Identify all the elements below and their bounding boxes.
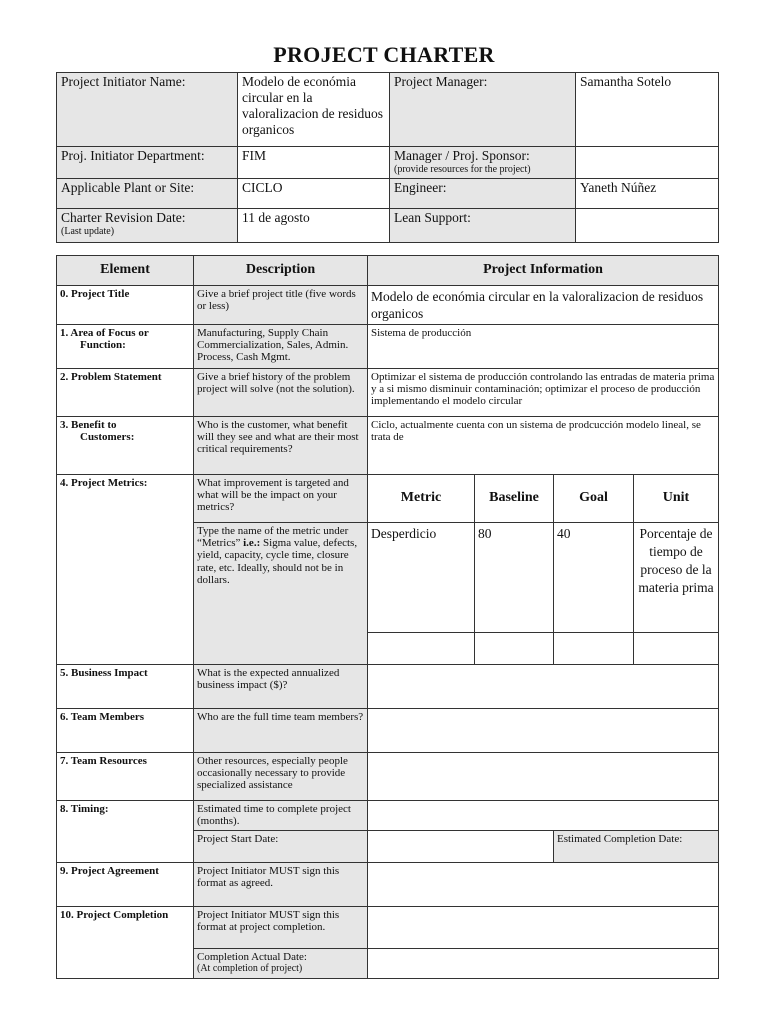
sponsor-label-cell bbox=[390, 147, 576, 179]
element-timing: 8. Timing: bbox=[57, 801, 194, 863]
element-team-resources: 7. Team Resources bbox=[57, 753, 194, 801]
unit-empty[interactable] bbox=[634, 633, 719, 665]
description-metrics-1: What improvement is targeted and what will be the impact on your metrics? bbox=[194, 475, 368, 523]
charter-header-table bbox=[56, 72, 719, 243]
sponsor-label: Manager / Proj. Sponsor: bbox=[394, 148, 530, 163]
department-label: Proj. Initiator Department: bbox=[57, 147, 238, 179]
info-business-impact[interactable] bbox=[368, 665, 719, 709]
baseline-header: Baseline bbox=[475, 475, 554, 523]
description-team-resources: Other resources, especially people occasionally necessary to provide specialized assistance bbox=[194, 753, 368, 801]
element-benefit-rest: Customers: bbox=[80, 431, 135, 444]
description-completion-date bbox=[194, 949, 368, 979]
element-project-completion: 10. Project Completion bbox=[57, 907, 194, 979]
element-benefit bbox=[57, 417, 194, 475]
column-header-element: Element bbox=[57, 256, 194, 286]
unit-value[interactable]: Porcentaje de tiempo de proceso de la materia prima bbox=[634, 523, 719, 633]
completion-actual-label: Completion Actual Date: bbox=[197, 951, 307, 963]
goal-value[interactable]: 40 bbox=[554, 523, 634, 633]
info-completion-actual-date[interactable] bbox=[368, 949, 719, 979]
info-project-title[interactable]: Modelo de económia circular en la valoralizacion de residuos organicos bbox=[368, 286, 719, 325]
element-area-num: 1. Area of Focus or bbox=[60, 327, 149, 339]
department-value[interactable]: FIM bbox=[238, 147, 390, 179]
description-timing-2: Project Start Date: bbox=[194, 831, 368, 863]
metric-empty[interactable] bbox=[368, 633, 475, 665]
column-header-description: Description bbox=[194, 256, 368, 286]
lean-value[interactable] bbox=[576, 209, 719, 243]
info-project-completion[interactable] bbox=[368, 907, 719, 949]
baseline-empty[interactable] bbox=[475, 633, 554, 665]
completion-date-label: Estimated Completion Date: bbox=[554, 831, 719, 863]
description-team-members: Who are the full time team members? bbox=[194, 709, 368, 753]
info-team-members[interactable] bbox=[368, 709, 719, 753]
goal-empty[interactable] bbox=[554, 633, 634, 665]
unit-header: Unit bbox=[634, 475, 719, 523]
info-start-date[interactable] bbox=[368, 831, 554, 863]
description-project-agreement: Project Initiator MUST sign this format as agreed. bbox=[194, 863, 368, 907]
revision-value[interactable]: 11 de agosto bbox=[238, 209, 390, 243]
initiator-name-value[interactable]: Modelo de económia circular en la valoralizacion de residuos organicos bbox=[238, 73, 390, 147]
element-benefit-num: 3. Benefit to bbox=[60, 419, 117, 431]
description-metrics-2a: Type the name of the metric under “Metrics” bbox=[197, 525, 349, 550]
description-metrics-2 bbox=[194, 523, 368, 665]
description-metrics-2c: Sigma value, defects, yield, capacity, cycle time, closure rate, etc. Ideally, should not be in dollars. bbox=[197, 537, 358, 586]
info-benefit[interactable]: Ciclo, actualmente cuenta con un sistema de prodcucción modelo lineal, se trata de bbox=[368, 417, 719, 475]
description-business-impact: What is the expected annualized business impact ($)? bbox=[194, 665, 368, 709]
element-area-rest: Function: bbox=[80, 339, 126, 352]
description-project-completion: Project Initiator MUST sign this format at project completion. bbox=[194, 907, 368, 949]
element-business-impact: 5. Business Impact bbox=[57, 665, 194, 709]
column-header-project-info: Project Information bbox=[368, 256, 719, 286]
revision-label: Charter Revision Date: bbox=[61, 210, 186, 225]
element-problem-statement: 2. Problem Statement bbox=[57, 369, 194, 417]
metric-value[interactable]: Desperdicio bbox=[368, 523, 475, 633]
engineer-label: Engineer: bbox=[390, 179, 576, 209]
description-metrics-2b: i.e.: bbox=[243, 537, 261, 550]
description-timing-1: Estimated time to complete project (months). bbox=[194, 801, 368, 831]
description-project-title: Give a brief project title (five words or less) bbox=[194, 286, 368, 325]
goal-header: Goal bbox=[554, 475, 634, 523]
revision-note: (Last update) bbox=[61, 226, 115, 237]
description-area-of-focus: Manufacturing, Supply Chain Commercialization, Sales, Admin. Process, Cash Mgmt. bbox=[194, 325, 368, 369]
revision-label-cell bbox=[57, 209, 238, 243]
completion-actual-note: (At completion of project) bbox=[197, 963, 303, 975]
info-project-agreement[interactable] bbox=[368, 863, 719, 907]
charter-detail-table bbox=[56, 255, 719, 979]
baseline-value[interactable]: 80 bbox=[475, 523, 554, 633]
manager-value[interactable]: Samantha Sotelo bbox=[576, 73, 719, 147]
description-problem-statement: Give a brief history of the problem project will solve (not the solution). bbox=[194, 369, 368, 417]
info-problem-statement[interactable]: Optimizar el sistema de producción controlando las entradas de materia prima y a si mismo disminuir contaminación; optimizar el proceso de producción implementando el modelo circular bbox=[368, 369, 719, 417]
metric-header: Metric bbox=[368, 475, 475, 523]
element-project-metrics: 4. Project Metrics: bbox=[57, 475, 194, 665]
sponsor-note: (provide resources for the project) bbox=[394, 164, 531, 175]
element-team-members: 6. Team Members bbox=[57, 709, 194, 753]
site-value[interactable]: CICLO bbox=[238, 179, 390, 209]
lean-label: Lean Support: bbox=[390, 209, 576, 243]
page-title: PROJECT CHARTER bbox=[273, 42, 495, 67]
element-project-title: 0. Project Title bbox=[57, 286, 194, 325]
info-timing-estimate[interactable] bbox=[368, 801, 719, 831]
site-label: Applicable Plant or Site: bbox=[57, 179, 238, 209]
engineer-value[interactable]: Yaneth Núñez bbox=[576, 179, 719, 209]
info-team-resources[interactable] bbox=[368, 753, 719, 801]
manager-label: Project Manager: bbox=[390, 73, 576, 147]
description-benefit: Who is the customer, what benefit will they see and what are their most critical requirements? bbox=[194, 417, 368, 475]
element-project-agreement: 9. Project Agreement bbox=[57, 863, 194, 907]
info-area-of-focus[interactable]: Sistema de producción bbox=[368, 325, 719, 369]
sponsor-value[interactable] bbox=[576, 147, 719, 179]
element-area-of-focus bbox=[57, 325, 194, 369]
initiator-name-label: Project Initiator Name: bbox=[57, 73, 238, 147]
